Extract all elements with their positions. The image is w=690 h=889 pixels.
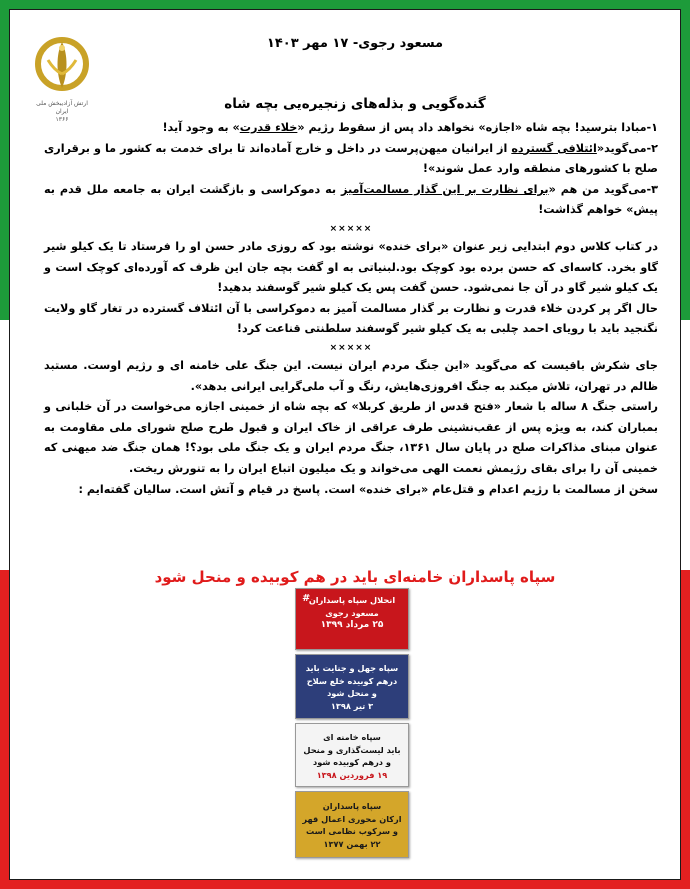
card-4-line-1: سپاه پاسداران: [322, 801, 382, 811]
card-4-line-3: و سرکوب نظامی است: [306, 826, 398, 836]
paragraph-5: حال اگر پر کردن خلاء قدرت و نظارت بر گذار مسالمت آمیز به دموکراسی با آن ائتلاف گسترده در تغار گاو ولایت نگنجید باید با رویای احمد چلبی به یک کیلو شیر گوسفند سلطنتی قناعت کرد!: [44, 301, 658, 336]
author-date-header: مسعود رجوی- ۱۷ مهر ۱۴۰۳: [266, 36, 444, 51]
card-2-line-3: و منحل شود: [327, 688, 377, 698]
card-1-line-3: ۲۵ مرداد ۱۳۹۹: [320, 620, 384, 630]
card-4-line-4: ۲۲ بهمن ۱۳۷۷: [323, 838, 381, 849]
card-1-line-1: انحلال سپاه پاسداران: [308, 595, 396, 605]
card-3-line-3: و درهم کوبیده شود: [313, 757, 391, 767]
article-page: [9, 9, 681, 880]
separator-2: ×××××: [329, 342, 373, 353]
paragraph-4: در کتاب کلاس دوم ابتدایی زیر عنوان «برای خنده» نوشته بود که روزی مادر حسن او را فرستاد تا یک کیلو شیر گاو بخرد. کاسه‌ای که حسن برده بود کوچک بود.لبنیاتی به او گفت بچه جان این ظرف که آورده‌ای کوچک است و یک کیلو شیر گاو در آن جا نمی‌شود. حسن گفت پس یک کیلو شیر گوسفند بدهید!: [44, 239, 658, 295]
card-2-line-4: ۳ تیر ۱۳۹۸: [330, 700, 374, 711]
p3-underlined: برای نظارت بر این گذار مسالمت‌آمیز: [340, 182, 549, 196]
card-3-line-2: باید لیست‌گذاری و منحل: [303, 744, 401, 755]
card-3-line-4: ۱۹ فروردین ۱۳۹۸: [316, 769, 388, 780]
logo-caption: ارتش آزادیبخش ملی ایران: [36, 100, 88, 115]
paragraph-3: [44, 180, 658, 221]
p1-text-a: ۱-مبادا بترسید! بچه شاه «اجازه» نخواهد داد پس از سقوط رژیم «: [297, 121, 658, 134]
poster-card-red: [295, 588, 409, 650]
separator-1: ×××××: [329, 223, 373, 234]
card-1-line-2: مسعود رجوی: [325, 607, 379, 618]
poster-card-blue: [295, 654, 409, 719]
card-2-line-1: سپاه جهل و جنایت باید: [305, 663, 399, 673]
hashtag-mark: #: [302, 593, 309, 604]
p2-underlined: ائتلافی گسترده: [511, 141, 597, 155]
paragraph-6: جای شکرش باقیست که می‌گوید «این جنگ مردم ایران نیست. این جنگ علی خامنه ای و رژیم اوست. مستبد ظالم در تهران، تلاش میکند به جنگ افروزی‌هایش، رنگ و آب ملی‌گرایی ایرانی بدهد».: [44, 358, 658, 393]
p1-text-b: » به وجود آید!: [162, 121, 240, 134]
paragraph-1: [44, 118, 658, 139]
article-body: [44, 118, 658, 500]
paragraph-7: راستی جنگ ۸ ساله با شعار «فتح قدس از طریق کربلا» که بچه شاه از خمینی اجازه می‌خواست در آن خلبانی و بمباران کند، به ویژه پس از عقب‌نشینی طرف عراقی از خاک ایران و قبول طرح صلح شورای ملی مقاومت به عنوان مبنای مذاکرات صلح در پایان سال ۱۳۶۱، جنگ مردم ایران و یک جنگ ملی بود؟! همان جنگ ضد میهنی که خمینی آن را برای بقای رژیمش نعمت الهی می‌خواند و یک میلیون اتباع ایران را به تنورش ریخت.: [44, 400, 658, 475]
logo: [30, 34, 94, 123]
paragraph-2: [44, 139, 658, 180]
poster-card-gold: [295, 791, 409, 858]
card-3-line-1: سپاه خامنه ای: [323, 732, 381, 742]
card-4-line-2: ارکان محوری اعمال قهر: [302, 813, 402, 824]
poster-card-white: [295, 723, 409, 787]
card-2-line-2: درهم کوبیده خلع سلاح: [306, 675, 398, 686]
p1-underlined: خلاء قدرت: [239, 121, 298, 134]
p3-text-a: ۳-می‌گوید من هم «: [548, 182, 658, 196]
p2-text-b: از ایرانیان میهن‌پرست در داخل و خارج آماده‌اند تا برای خدمت به کشور ما و برقراری صلح با کشورهای منطقه وارد عمل شوند»!: [44, 141, 658, 176]
slogan-headline: سپاه پاسداران خامنه‌ای باید در هم کوبیده و منحل شود: [154, 568, 556, 586]
wheat-emblem-icon: [32, 34, 92, 96]
article-title: گنده‌گویی و بذله‌های زنجیره‌یی بچه شاه: [224, 96, 486, 112]
paragraph-8: سخن از مسالمت با رژیم اعدام و قتل‌عام «برای خنده» است. پاسخ در قیام و آتش است. سالیان گفته‌ایم :: [78, 482, 658, 496]
p3-text-b: به دموکراسی و بازگشت ایران به جامعه ملل قدم به پیش» خواهم گذاشت!: [44, 182, 658, 217]
p2-text-a: ۲-می‌گوید«: [596, 141, 658, 155]
logo-year: ۱۳۶۶: [55, 116, 69, 123]
